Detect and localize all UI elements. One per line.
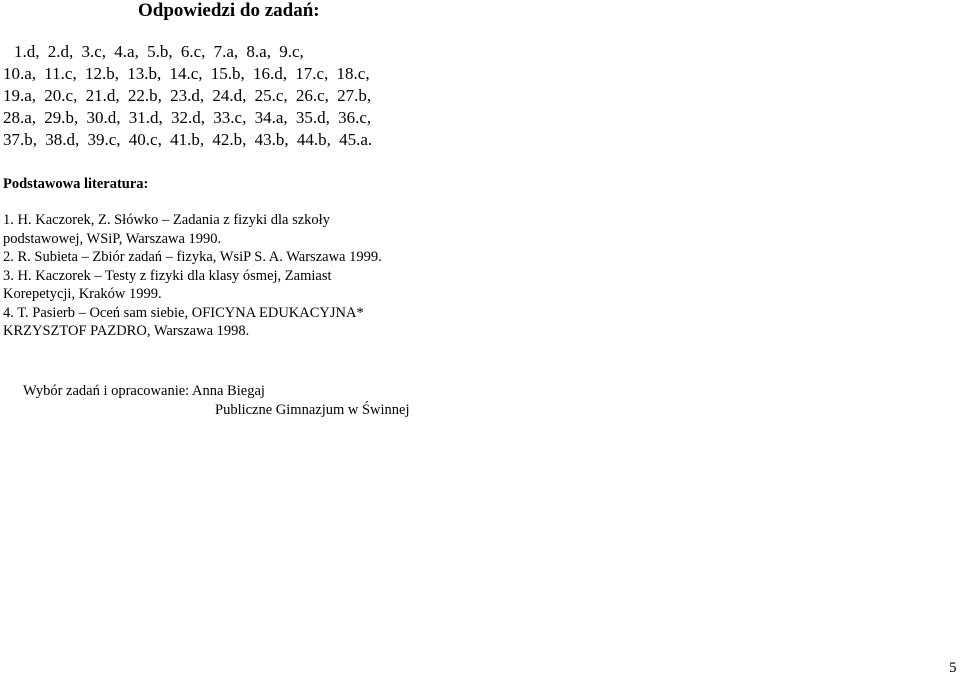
- literature-line-7: KRZYSZTOF PAZDRO, Warszawa 1998.: [3, 323, 250, 339]
- page-number: 5: [949, 660, 957, 676]
- literature-line-2: podstawowej, WSiP, Warszawa 1990.: [3, 230, 222, 247]
- literature-line-4: 3. H. Kaczorek – Testy z fizyki dla klasy ósmej, Zamiast: [3, 267, 332, 284]
- answers-line-2: 10.a, 11.c, 12.b, 13.b, 14.c, 15.b, 16.d, 17.c, 18.c,: [3, 64, 370, 83]
- author-line: Wybór zadań i opracowanie: Anna Biegaj: [23, 383, 265, 399]
- school-line: Publiczne Gimnazjum w Świnnej: [215, 401, 410, 418]
- answers-line-5: 37.b, 38.d, 39.c, 40.c, 41.b, 42.b, 43.b, 44.b, 45.a.: [3, 130, 373, 149]
- answers-line-1: 1.d, 2.d, 3.c, 4.a, 5.b, 6.c, 7.a, 8.a, 9.c,: [14, 42, 304, 61]
- literature-line-6: 4. T. Pasierb – Oceń sam siebie, OFICYNA EDUKACYJNA*: [3, 304, 364, 321]
- literature-list: [3, 211, 382, 341]
- literature-line-1: 1. H. Kaczorek, Z. Słówko – Zadania z fizyki dla szkoły: [3, 212, 330, 228]
- answers-line-3: 19.a, 20.c, 21.d, 22.b, 23.d, 24.d, 25.c, 26.c, 27.b,: [3, 86, 372, 105]
- literature-line-3: 2. R. Subieta – Zbiór zadań – fizyka, WsiP S. A. Warszawa 1999.: [3, 249, 382, 265]
- answers-list: [3, 41, 372, 151]
- literature-line-5: Korepetycji, Kraków 1999.: [3, 286, 162, 302]
- answers-line-4: 28.a, 29.b, 30.d, 31.d, 32.d, 33.c, 34.a, 35.d, 36.c,: [3, 108, 372, 127]
- literature-heading: Podstawowa literatura:: [3, 176, 149, 192]
- answers-heading: Odpowiedzi do zadań:: [138, 0, 320, 21]
- credits-block: [23, 382, 410, 419]
